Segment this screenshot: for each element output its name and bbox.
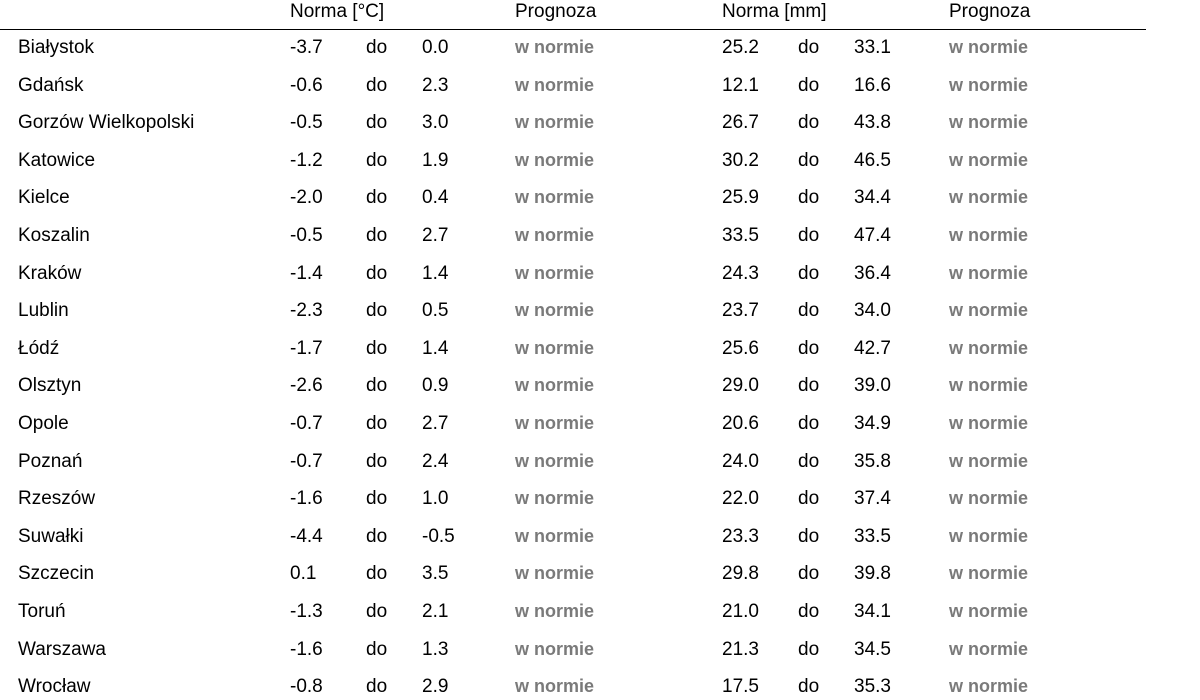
precip-forecast: w normie [949,300,1029,321]
precip-norm-min: 29.8 [722,563,759,585]
table-row [0,555,1146,592]
temp-norm-min: -2.6 [290,375,323,397]
temp-norm-max: 0.5 [422,300,449,322]
precip-forecast: w normie [949,112,1029,133]
precip-norm-min: 26.7 [722,112,759,134]
temp-norm-min: -3.7 [290,37,323,58]
table-row [0,292,1146,329]
precip-norm-min: 25.9 [722,187,759,209]
precip-norm-min: 17.5 [722,676,759,698]
precip-norm-separator: do [798,525,820,547]
temp-norm-min: -1.4 [290,262,323,284]
precip-norm-max: 34.4 [854,187,891,209]
precip-forecast: w normie [949,149,1029,170]
precip-norm-max: 16.6 [854,74,891,96]
precip-norm-max: 37.4 [854,488,891,510]
temp-norm-separator: do [366,525,388,547]
precip-norm-separator: do [798,300,820,322]
precip-norm-max: 47.4 [854,225,891,246]
precip-norm-min: 12.1 [722,74,759,96]
city-name: Koszalin [18,225,90,246]
precip-forecast: w normie [949,74,1029,95]
temp-forecast: w normie [515,563,595,584]
table-row [0,480,1146,517]
temp-norm-max: 2.7 [422,225,449,246]
table-row [0,367,1146,404]
temp-norm-max: 1.0 [422,488,449,510]
precip-norm-max: 42.7 [854,337,891,359]
temp-norm-max: 3.0 [422,112,449,134]
temp-norm-max: 2.4 [422,450,449,472]
precip-norm-separator: do [798,187,820,209]
temp-forecast: w normie [515,450,595,471]
temp-forecast: w normie [515,149,595,170]
precip-norm-max: 34.1 [854,601,891,622]
precip-forecast: w normie [949,676,1029,697]
precip-forecast: w normie [949,601,1029,621]
precip-forecast: w normie [949,488,1029,509]
precip-norm-min: 24.3 [722,262,759,284]
temp-norm-separator: do [366,262,388,284]
temp-norm-min: -0.7 [290,413,323,434]
temp-forecast: w normie [515,112,595,133]
city-name: Szczecin [18,563,95,585]
temp-forecast: w normie [515,638,595,659]
temp-forecast: w normie [515,375,595,396]
table-row [0,104,1146,141]
precip-norm-min: 33.5 [722,225,759,246]
table-row [0,142,1146,179]
precip-norm-min: 25.2 [722,37,759,58]
precip-norm-separator: do [798,638,820,660]
precip-norm-min: 25.6 [722,337,759,359]
table-row [0,179,1146,216]
header-precip-forecast: Prognoza [949,1,1031,22]
temp-norm-max: 2.9 [422,676,449,698]
temp-forecast: w normie [515,676,595,697]
precip-norm-separator: do [798,413,820,434]
precip-forecast: w normie [949,375,1029,396]
city-name: Opole [18,413,69,434]
temp-norm-max: 1.9 [422,149,449,171]
city-name: Kielce [18,187,70,209]
temp-forecast: w normie [515,488,595,509]
city-name: Łódź [18,337,60,359]
table-row [0,518,1146,555]
precip-norm-max: 39.0 [854,375,891,397]
temp-norm-separator: do [366,225,388,246]
temp-norm-separator: do [366,187,388,209]
precip-forecast: w normie [949,262,1029,283]
city-name: Toruń [18,601,66,622]
temp-norm-min: 0.1 [290,563,317,585]
temp-norm-min: -0.5 [290,225,323,246]
city-name: Suwałki [18,525,84,547]
precip-norm-separator: do [798,601,820,622]
table-row [0,255,1146,292]
city-name: Gorzów Wielkopolski [18,112,195,134]
temp-norm-min: -1.7 [290,337,323,359]
precip-forecast: w normie [949,225,1029,245]
table-row [0,330,1146,367]
city-name: Gdańsk [18,74,84,96]
table-row [0,668,1146,700]
precip-norm-max: 35.8 [854,450,891,472]
header-temp-norm: Norma [°C] [290,1,385,22]
precip-norm-separator: do [798,563,820,585]
precip-norm-separator: do [798,450,820,472]
temp-norm-max: 3.5 [422,563,449,585]
temp-forecast: w normie [515,300,595,321]
precip-forecast: w normie [949,563,1029,584]
city-name: Białystok [18,37,95,58]
city-name: Wrocław [18,676,91,698]
temp-forecast: w normie [515,187,595,208]
city-name: Warszawa [18,638,106,660]
temp-norm-separator: do [366,375,388,397]
temp-norm-separator: do [366,676,388,698]
temp-forecast: w normie [515,337,595,358]
precip-norm-max: 39.8 [854,563,891,585]
temp-norm-separator: do [366,450,388,472]
table-row [0,405,1146,442]
temp-norm-separator: do [366,37,388,58]
temp-norm-max: 1.4 [422,337,449,359]
temp-forecast: w normie [515,262,595,283]
temp-norm-separator: do [366,488,388,510]
precip-norm-max: 33.1 [854,37,891,58]
temp-norm-max: 1.3 [422,638,449,660]
precip-norm-min: 30.2 [722,149,759,171]
temp-norm-min: -2.3 [290,300,323,322]
precip-norm-min: 29.0 [722,375,759,397]
precip-norm-separator: do [798,112,820,134]
temp-norm-separator: do [366,413,388,434]
temp-norm-min: -1.2 [290,149,323,171]
temp-norm-min: -0.5 [290,112,323,134]
temp-norm-max: 1.4 [422,262,449,284]
table-row [0,443,1146,480]
precip-norm-separator: do [798,337,820,359]
precip-norm-min: 22.0 [722,488,759,510]
precip-forecast: w normie [949,187,1029,208]
precip-norm-max: 34.9 [854,413,891,434]
temp-forecast: w normie [515,225,595,245]
precip-norm-min: 20.6 [722,413,759,434]
temp-norm-min: -0.8 [290,676,323,698]
precip-forecast: w normie [949,638,1029,659]
precip-norm-min: 23.3 [722,525,759,547]
precip-norm-separator: do [798,375,820,397]
precip-norm-separator: do [798,262,820,284]
temp-norm-max: 0.4 [422,187,449,209]
table-row [0,217,1146,254]
table-row [0,29,1146,66]
temp-norm-min: -0.6 [290,74,323,96]
header-temp-forecast: Prognoza [515,1,597,22]
precip-norm-max: 35.3 [854,676,891,698]
city-name: Olsztyn [18,375,82,397]
temp-forecast: w normie [515,601,595,621]
temp-norm-separator: do [366,337,388,359]
temp-norm-max: -0.5 [422,525,455,547]
temp-norm-min: -4.4 [290,525,323,547]
precip-norm-min: 24.0 [722,450,759,472]
precip-norm-separator: do [798,225,820,246]
city-name: Kraków [18,262,82,284]
table-row [0,67,1146,104]
temp-norm-separator: do [366,563,388,585]
precip-norm-min: 23.7 [722,300,759,322]
temp-norm-min: -1.3 [290,601,323,622]
temp-norm-separator: do [366,638,388,660]
temp-norm-min: -0.7 [290,450,323,472]
temp-forecast: w normie [515,37,595,57]
temp-norm-separator: do [366,149,388,171]
temp-norm-min: -2.0 [290,187,323,209]
temp-norm-min: -1.6 [290,638,323,660]
city-name: Katowice [18,149,96,171]
temp-norm-max: 2.3 [422,74,449,96]
precip-norm-max: 34.5 [854,638,891,660]
precip-forecast: w normie [949,413,1029,433]
temp-forecast: w normie [515,525,595,546]
city-name: Lublin [18,300,69,322]
precip-norm-max: 46.5 [854,149,891,171]
temp-norm-separator: do [366,74,388,96]
precip-norm-separator: do [798,149,820,171]
precip-norm-max: 43.8 [854,112,891,134]
temp-norm-max: 0.0 [422,37,449,58]
temp-norm-max: 2.1 [422,601,449,622]
precip-norm-min: 21.3 [722,638,759,660]
city-name: Rzeszów [18,488,96,510]
header-precip-norm: Norma [mm] [722,1,827,22]
precip-forecast: w normie [949,450,1029,471]
temp-norm-min: -1.6 [290,488,323,510]
city-name: Poznań [18,450,83,472]
table-row [0,631,1146,668]
temp-norm-separator: do [366,601,388,622]
precip-forecast: w normie [949,525,1029,546]
temp-norm-max: 2.7 [422,413,449,434]
precip-norm-separator: do [798,74,820,96]
temp-forecast: w normie [515,413,595,433]
precip-norm-separator: do [798,676,820,698]
precip-norm-separator: do [798,37,820,58]
precip-norm-min: 21.0 [722,601,759,622]
precip-norm-max: 36.4 [854,262,891,284]
precip-forecast: w normie [949,337,1029,358]
precip-norm-max: 34.0 [854,300,891,322]
temp-norm-separator: do [366,300,388,322]
temp-norm-max: 0.9 [422,375,449,397]
table-row [0,593,1146,630]
temp-forecast: w normie [515,74,595,95]
precip-forecast: w normie [949,37,1029,57]
temp-norm-separator: do [366,112,388,134]
precip-norm-max: 33.5 [854,525,891,547]
precip-norm-separator: do [798,488,820,510]
